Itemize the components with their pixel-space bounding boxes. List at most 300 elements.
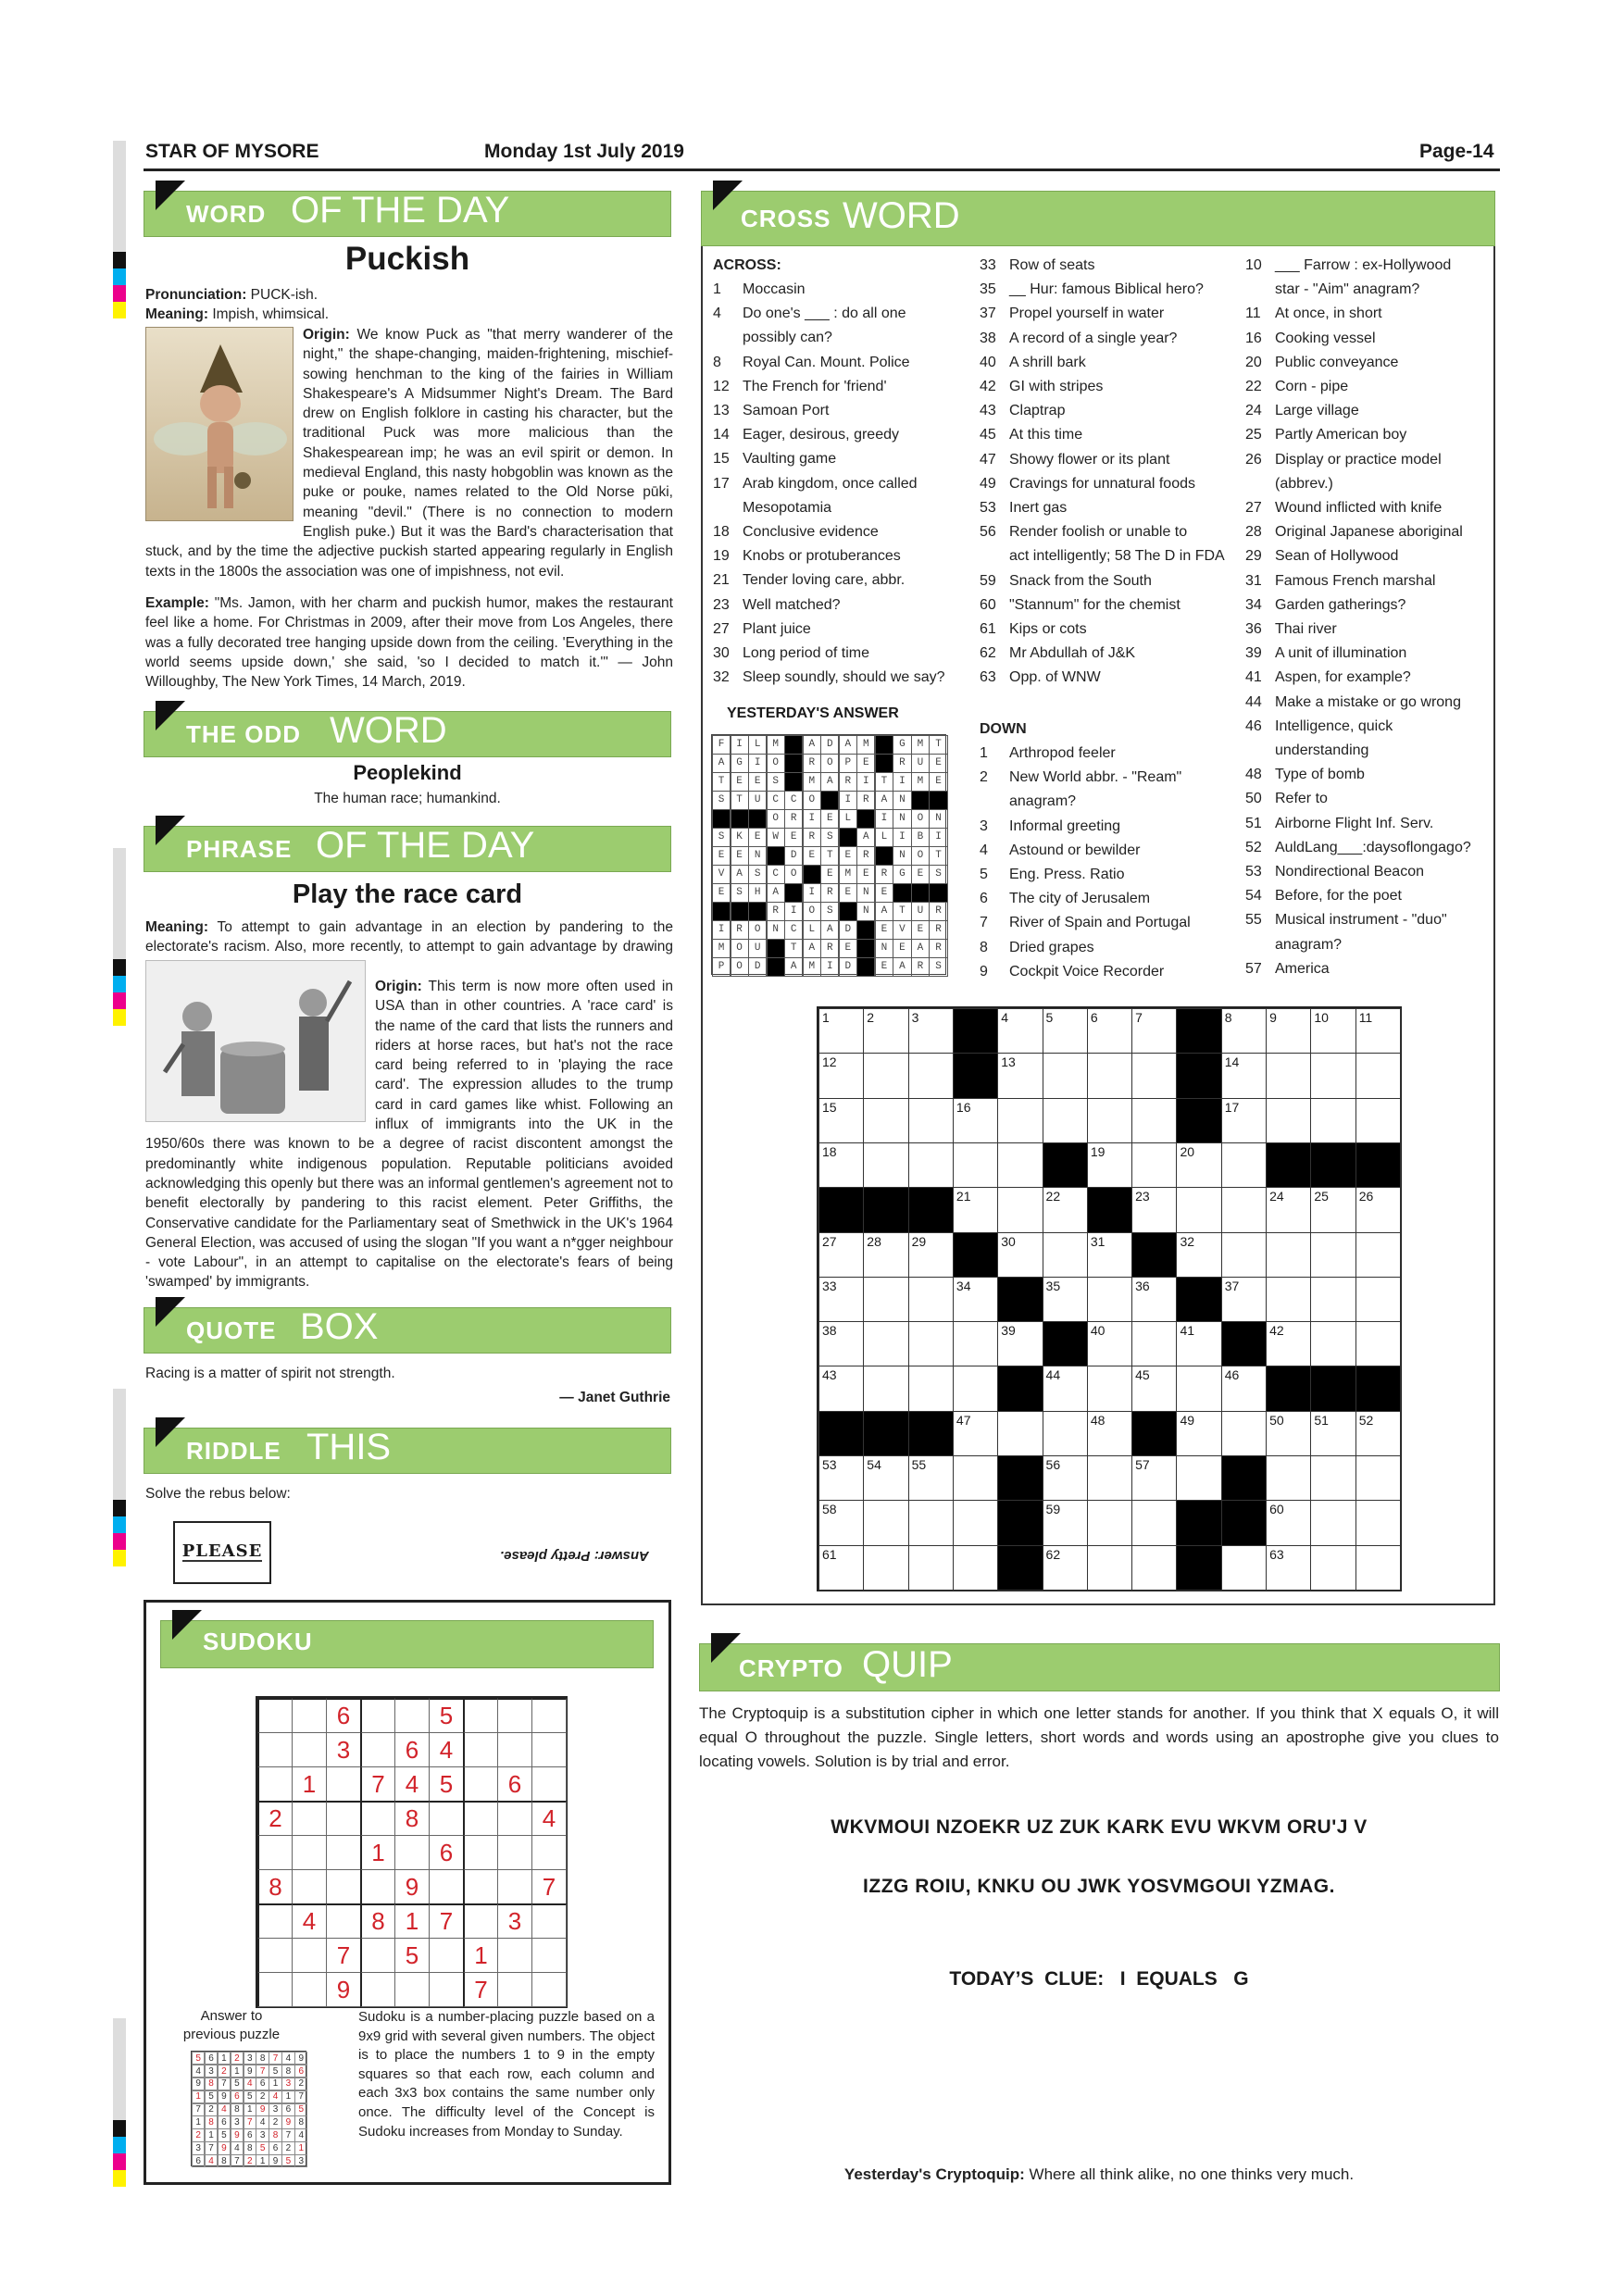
crossword-cell[interactable]	[1131, 1321, 1177, 1366]
sudoku-cell[interactable]	[463, 1869, 498, 1904]
answer-cell: K	[731, 828, 749, 847]
cryptoquip-yesterday: Yesterday's Cryptoquip: Where all think alike, no one thinks very much.	[843, 2165, 1355, 2183]
crossword-cell[interactable]	[1355, 1545, 1401, 1591]
crossword-cell[interactable]	[908, 1366, 954, 1411]
sudoku-cell[interactable]	[463, 1801, 498, 1836]
crossword-cell[interactable]	[1266, 1500, 1311, 1545]
clue-text: __ Hur: famous Biblical hero?	[1009, 281, 1204, 298]
sudoku-cell[interactable]	[497, 1835, 532, 1870]
crossword-cell[interactable]	[1310, 1098, 1355, 1143]
crossword-cell[interactable]	[908, 1008, 954, 1054]
crossword-cell[interactable]	[1087, 1142, 1132, 1188]
sudoku-cell[interactable]	[360, 1732, 395, 1767]
clue-line	[713, 496, 981, 520]
previous-answer-cell: 9	[281, 2115, 294, 2128]
sudoku-cell: 5	[429, 1766, 464, 1802]
previous-answer-cell: 9	[269, 2154, 281, 2167]
crossword-cell[interactable]	[1043, 1053, 1088, 1098]
crossword-cell[interactable]	[1131, 1500, 1177, 1545]
crossword-cell[interactable]	[1087, 1277, 1132, 1322]
crossword-cell[interactable]	[863, 1008, 908, 1054]
crossword-cell[interactable]	[1266, 1321, 1311, 1366]
crossword-cell[interactable]	[1131, 1053, 1177, 1098]
crossword-cell[interactable]	[818, 1142, 864, 1188]
crossword-cell[interactable]	[1221, 1366, 1267, 1411]
answer-cell: A	[839, 735, 857, 755]
black-square	[1131, 1411, 1177, 1456]
answer-cell: E	[911, 920, 930, 940]
sudoku-cell[interactable]	[429, 1972, 464, 2007]
crossword-cell[interactable]	[908, 1277, 954, 1322]
crossword-cell[interactable]	[1043, 1455, 1088, 1501]
crossword-cell[interactable]	[908, 1455, 954, 1501]
sudoku-cell[interactable]	[257, 1766, 293, 1802]
crossword-cell[interactable]	[863, 1321, 908, 1366]
clue-text: Original Japanese aboriginal	[1275, 524, 1463, 541]
crossword-cell[interactable]	[1176, 1142, 1221, 1188]
crossword-cell[interactable]	[1221, 1411, 1267, 1456]
crossword-cell[interactable]	[953, 1366, 998, 1411]
corner-marker-icon	[156, 701, 185, 730]
answer-cell: R	[856, 791, 875, 810]
crossword-cell[interactable]	[1310, 1277, 1355, 1322]
sudoku-cell[interactable]	[531, 1732, 567, 1767]
answer-cell: T	[731, 791, 749, 810]
sudoku-cell[interactable]	[463, 1835, 498, 1870]
crossword-cell[interactable]	[1043, 1545, 1088, 1591]
sudoku-cell[interactable]	[497, 1801, 532, 1836]
sudoku-cell[interactable]	[360, 1698, 395, 1733]
band-label-big: WORD	[330, 710, 447, 751]
crossword-cell[interactable]	[1266, 1187, 1311, 1232]
crossword-cell[interactable]	[997, 1321, 1043, 1366]
crossword-cell[interactable]	[863, 1142, 908, 1188]
answer-cell: U	[748, 791, 767, 810]
sudoku-cell[interactable]	[257, 1903, 293, 1939]
sudoku-cell[interactable]	[326, 1766, 361, 1802]
previous-answer-cell: 3	[192, 2141, 205, 2154]
crossword-cell[interactable]	[1043, 1098, 1088, 1143]
crossword-cell[interactable]	[953, 1455, 998, 1501]
sudoku-cell[interactable]	[292, 1835, 327, 1870]
sudoku-cell[interactable]	[292, 1869, 327, 1904]
phrase-origin: Origin: This term is now more often used in USA than in other countries. A 'race card' is the name of the card that lists the runners and riders at horse races, but hat's not the race card being referred to in 'playing the race card'. The expression alludes to the trump card in card games like whist. Following an influx of immigrants into the UK in the 1950/60s there was known to be a degree of racist discontent amongst the predominantly white indigenous population. Reputable politicians avoided acknowledging this openly but there was an informal gentlemen's agreement not to benefit electorally by pandering to this racist element. Peter Griffiths, the Conservative candidate for the Parliamentary seat of Smethwick in the UK's 1964 General Election, was accused of using the slogan "If you want a n*gger neighbour - vote Labour", in an attempt to capitalise on the electorate's fears of being 'swamped' by immigrants.	[145, 977, 673, 1292]
sudoku-cell[interactable]	[531, 1938, 567, 1973]
clue-line	[1245, 836, 1491, 860]
sudoku-cell[interactable]	[292, 1972, 327, 2007]
previous-answer-cell: 7	[294, 2090, 307, 2103]
crossword-cell[interactable]	[1221, 1142, 1267, 1188]
answer-cell: N	[856, 902, 875, 921]
sudoku-cell: 4	[292, 1903, 327, 1939]
cell-number: 23	[1135, 1189, 1150, 1204]
crossword-cell[interactable]	[1221, 1277, 1267, 1322]
sudoku-cell[interactable]	[257, 1698, 293, 1733]
sudoku-cell[interactable]	[497, 1732, 532, 1767]
sudoku-cell[interactable]	[292, 1732, 327, 1767]
crossword-cell[interactable]	[1310, 1053, 1355, 1098]
crossword-cell[interactable]	[1310, 1455, 1355, 1501]
crossword-cell[interactable]	[863, 1545, 908, 1591]
answer-cell: S	[820, 902, 839, 921]
previous-answer-cell: 6	[231, 2090, 244, 2103]
crossword-cell[interactable]	[1266, 1098, 1311, 1143]
sudoku-cell[interactable]	[394, 1835, 430, 1870]
answer-cell: A	[784, 957, 803, 977]
sudoku-cell[interactable]	[429, 1801, 464, 1836]
answer-cell: D	[820, 735, 839, 755]
clue-line	[1245, 666, 1491, 690]
crossword-cell[interactable]	[1355, 1277, 1401, 1322]
crossword-cell[interactable]	[863, 1098, 908, 1143]
crossword-cell[interactable]	[1355, 1232, 1401, 1278]
sudoku-cell[interactable]	[292, 1698, 327, 1733]
black-square	[1266, 1366, 1311, 1411]
crossword-cell[interactable]	[863, 1500, 908, 1545]
answer-cell: I	[875, 809, 893, 829]
crossword-cell[interactable]	[818, 1455, 864, 1501]
crossword-cell[interactable]	[818, 1366, 864, 1411]
crossword-cell[interactable]	[1176, 1411, 1221, 1456]
sudoku-cell[interactable]	[463, 1698, 498, 1733]
answer-cell: S	[929, 957, 947, 977]
cell-number: 34	[956, 1278, 971, 1293]
odd-word-meaning: The human race; humankind.	[314, 791, 501, 806]
crossword-cell[interactable]	[1221, 1232, 1267, 1278]
crossword-cell[interactable]	[1266, 1008, 1311, 1054]
clue-number: 1	[980, 745, 988, 761]
crossword-cell[interactable]	[818, 1232, 864, 1278]
clue-text: Airborne Flight Inf. Serv.	[1275, 815, 1434, 831]
crossword-cell[interactable]	[1087, 1455, 1132, 1501]
sudoku-cell[interactable]	[257, 1732, 293, 1767]
sudoku-cell[interactable]	[531, 1766, 567, 1802]
clue-number: 46	[1245, 718, 1262, 734]
crossword-cell[interactable]	[1266, 1545, 1311, 1591]
answer-cell: O	[803, 902, 821, 921]
sudoku-cell[interactable]	[360, 1972, 395, 2007]
clue-text: Before, for the poet	[1275, 888, 1402, 905]
answer-cell: O	[748, 920, 767, 940]
clue-text: Wound inflicted with knife	[1275, 500, 1443, 517]
crossword-cell[interactable]	[1310, 1232, 1355, 1278]
crossword-cell[interactable]	[908, 1321, 954, 1366]
crossword-cell[interactable]	[818, 1008, 864, 1054]
sudoku-cell[interactable]	[394, 1972, 430, 2007]
crossword-cell[interactable]	[1131, 1545, 1177, 1591]
crossword-cell[interactable]	[863, 1232, 908, 1278]
registration-strip-bottom	[113, 2018, 126, 2120]
crossword-cell[interactable]	[908, 1545, 954, 1591]
clue-text: Arthropod feeler	[1009, 745, 1116, 761]
crossword-cell[interactable]	[818, 1098, 864, 1143]
clue-number: 54	[1245, 888, 1262, 905]
answer-cell: E	[893, 939, 911, 958]
previous-answer-cell: 3	[269, 2103, 281, 2116]
sudoku-cell[interactable]	[360, 1801, 395, 1836]
answer-cell: N	[893, 791, 911, 810]
crossword-cell[interactable]	[863, 1277, 908, 1322]
sudoku-cell[interactable]	[292, 1938, 327, 1973]
crossword-cell[interactable]	[1087, 1500, 1132, 1545]
crossword-cell[interactable]	[1131, 1008, 1177, 1054]
sudoku-cell[interactable]	[463, 1766, 498, 1802]
sudoku-grid[interactable]	[256, 1696, 568, 2008]
crossword-cell[interactable]	[1087, 1098, 1132, 1143]
crossword-cell[interactable]	[908, 1500, 954, 1545]
cell-number: 54	[867, 1457, 881, 1473]
crossword-cell[interactable]	[953, 1277, 998, 1322]
sudoku-cell[interactable]	[497, 1938, 532, 1973]
answer-cell: T	[929, 735, 947, 755]
crossword-cell[interactable]	[997, 1232, 1043, 1278]
clue-line	[1245, 933, 1491, 957]
crossword-cell[interactable]	[953, 1411, 998, 1456]
crossword-cell[interactable]	[908, 1232, 954, 1278]
crossword-cell[interactable]	[1310, 1545, 1355, 1591]
clue-number: 50	[1245, 791, 1262, 807]
sudoku-cell[interactable]	[257, 1938, 293, 1973]
sudoku-cell[interactable]	[497, 1972, 532, 2007]
crossword-cell[interactable]	[1087, 1411, 1132, 1456]
corner-marker-icon	[172, 1610, 202, 1640]
crossword-cell[interactable]	[1087, 1232, 1132, 1278]
sudoku-cell[interactable]	[326, 1869, 361, 1904]
answer-cell: W	[767, 828, 785, 847]
crossword-cell[interactable]	[1176, 1455, 1221, 1501]
crossword-cell[interactable]	[1043, 1277, 1088, 1322]
sudoku-cell[interactable]	[531, 1835, 567, 1870]
crossword-cell[interactable]	[1131, 1277, 1177, 1322]
previous-answer-cell: 2	[244, 2154, 256, 2167]
previous-answer-cell: 6	[294, 2065, 307, 2078]
crossword-cell[interactable]	[1176, 1366, 1221, 1411]
black-square	[839, 902, 857, 921]
answer-cell: O	[767, 754, 785, 773]
clue-text: Plant juice	[743, 620, 811, 637]
crossword-cell[interactable]	[863, 1455, 908, 1501]
crossword-cell[interactable]	[1310, 1008, 1355, 1054]
crossword-cell[interactable]	[1131, 1455, 1177, 1501]
crossword-cell[interactable]	[1043, 1187, 1088, 1232]
crossword-cell[interactable]	[1087, 1053, 1132, 1098]
black-square	[803, 865, 821, 884]
sudoku-cell[interactable]	[394, 1698, 430, 1733]
sudoku-cell[interactable]	[497, 1698, 532, 1733]
previous-answer-cell: 4	[218, 2103, 231, 2116]
sudoku-cell[interactable]	[497, 1869, 532, 1904]
crossword-cell[interactable]	[953, 1500, 998, 1545]
sudoku-cell[interactable]	[531, 1903, 567, 1939]
sudoku-cell[interactable]	[360, 1938, 395, 1973]
crossword-cell[interactable]	[997, 1098, 1043, 1143]
crossword-cell[interactable]	[997, 1053, 1043, 1098]
clue-text: act intelligently; 58 The D in FDA	[1009, 548, 1225, 565]
crossword-cell[interactable]	[997, 1411, 1043, 1456]
previous-answer-cell: 9	[218, 2141, 231, 2154]
clue-line	[980, 302, 1243, 326]
crossword-cell[interactable]	[953, 1098, 998, 1143]
crossword-cell[interactable]	[818, 1053, 864, 1098]
answer-cell: O	[784, 865, 803, 884]
sudoku-cell[interactable]	[429, 1938, 464, 1973]
crossword-cell[interactable]	[1131, 1187, 1177, 1232]
sudoku-cell[interactable]	[360, 1869, 395, 1904]
previous-answer-cell: 3	[294, 2154, 307, 2167]
clue-line	[980, 278, 1243, 302]
crossword-cell[interactable]	[1176, 1321, 1221, 1366]
clue-number: 42	[980, 379, 996, 395]
crossword-cell[interactable]	[1131, 1098, 1177, 1143]
answer-cell: O	[820, 754, 839, 773]
crossword-cell[interactable]	[1043, 1500, 1088, 1545]
sudoku-description: Sudoku is a number-placing puzzle based on a 9x9 grid with several given numbers. The object is to place the numbers 1 to 9 in the empty squares so that each row, each column and each 3x3 box contains the same number only once. The difficulty level of the Concept is Sudoku increases from Monday to Sunday.	[358, 2009, 655, 2140]
sudoku-cell[interactable]	[463, 1732, 498, 1767]
crossword-cell[interactable]	[1087, 1321, 1132, 1366]
clue-line	[980, 254, 1243, 278]
crossword-cell[interactable]	[1266, 1277, 1311, 1322]
crossword-cell[interactable]	[953, 1142, 998, 1188]
sudoku-cell[interactable]	[326, 1903, 361, 1939]
clue-number: 36	[1245, 621, 1262, 638]
black-square	[856, 809, 875, 829]
sudoku-cell: 1	[360, 1835, 395, 1870]
clue-number: 9	[980, 963, 988, 980]
black-square	[997, 1500, 1043, 1545]
crossword-cell[interactable]	[997, 1187, 1043, 1232]
answer-cell: E	[911, 865, 930, 884]
sudoku-cell[interactable]	[326, 1801, 361, 1836]
clue-number: 27	[1245, 500, 1262, 517]
crossword-cell[interactable]	[1221, 1053, 1267, 1098]
black-square	[893, 883, 911, 903]
previous-answer-cell: 5	[294, 2103, 307, 2116]
crossword-cell[interactable]	[908, 1053, 954, 1098]
crossword-grid[interactable]	[817, 1006, 1402, 1591]
crossword-cell[interactable]	[818, 1277, 864, 1322]
crossword-cell[interactable]	[1221, 1187, 1267, 1232]
crossword-cell[interactable]	[1176, 1187, 1221, 1232]
black-square	[911, 791, 930, 810]
crossword-cell[interactable]	[1221, 1545, 1267, 1591]
previous-answer-cell: 8	[218, 2154, 231, 2167]
crossword-cell[interactable]	[1355, 1500, 1401, 1545]
crossword-cell[interactable]	[818, 1545, 864, 1591]
previous-answer-cell: 8	[269, 2128, 281, 2141]
answer-cell: E	[929, 754, 947, 773]
crossword-cell[interactable]	[1310, 1500, 1355, 1545]
sudoku-cell[interactable]	[326, 1835, 361, 1870]
crossword-cell[interactable]	[997, 1008, 1043, 1054]
crossword-cell[interactable]	[1355, 1321, 1401, 1366]
crossword-cell[interactable]	[908, 1098, 954, 1143]
sudoku-cell[interactable]	[531, 1698, 567, 1733]
previous-answer-cell: 5	[218, 2128, 231, 2141]
corner-marker-icon	[156, 1417, 185, 1447]
phrase-meaning: Meaning: To attempt to gain advantage in an election by pandering to the electorate's racism. Also, more recently, to attempt to gain advantage by drawing	[145, 919, 673, 955]
crossword-cell[interactable]	[953, 1321, 998, 1366]
crossword-cell[interactable]	[1221, 1098, 1267, 1143]
crossword-cell[interactable]	[1087, 1008, 1132, 1054]
cryptoquip-clue: TODAY’S CLUE: I EQUALS G	[949, 1968, 1249, 1990]
crossword-cell[interactable]	[908, 1142, 954, 1188]
crossword-cell[interactable]	[1131, 1366, 1177, 1411]
crossword-cell[interactable]	[1176, 1232, 1221, 1278]
black-square	[908, 1187, 954, 1232]
cell-number: 63	[1269, 1546, 1284, 1562]
sudoku-cell[interactable]	[257, 1972, 293, 2007]
crossword-cell[interactable]	[1131, 1142, 1177, 1188]
clue-number: 52	[1245, 839, 1262, 855]
clue-number: 56	[980, 524, 996, 541]
crossword-cell[interactable]	[1310, 1321, 1355, 1366]
clue-line	[980, 351, 1243, 375]
crossword-cell[interactable]	[1355, 1187, 1401, 1232]
sudoku-cell[interactable]	[292, 1801, 327, 1836]
crossword-cell[interactable]	[1355, 1098, 1401, 1143]
crossword-cell[interactable]	[1310, 1411, 1355, 1456]
crossword-cell[interactable]	[1355, 1053, 1401, 1098]
band-label-small: SUDOKU	[203, 1628, 313, 1655]
sudoku-cell[interactable]	[429, 1869, 464, 1904]
clue-text: Mr Abdullah of J&K	[1009, 645, 1136, 662]
previous-answer-cell: 7	[218, 2078, 231, 2090]
crossword-cell[interactable]	[1266, 1411, 1311, 1456]
cell-number: 56	[1045, 1457, 1061, 1473]
crossword-cell[interactable]	[818, 1500, 864, 1545]
crossword-cell[interactable]	[997, 1142, 1043, 1188]
crossword-cell[interactable]	[953, 1545, 998, 1591]
crossword-cell[interactable]	[1221, 1008, 1267, 1054]
clue-text: Showy flower or its plant	[1009, 451, 1170, 468]
answer-cell: P	[839, 754, 857, 773]
crossword-cell[interactable]	[1266, 1232, 1311, 1278]
sudoku-cell[interactable]	[531, 1972, 567, 2007]
crossword-cell[interactable]	[1310, 1187, 1355, 1232]
clue-text: Thai river	[1275, 621, 1337, 638]
crossword-cell[interactable]	[1087, 1545, 1132, 1591]
crossword-cell[interactable]	[863, 1053, 908, 1098]
crossword-cell[interactable]	[1355, 1008, 1401, 1054]
crossword-cell[interactable]	[863, 1366, 908, 1411]
black-square	[911, 883, 930, 903]
crossword-cell[interactable]	[1043, 1232, 1088, 1278]
clue-number: 35	[980, 281, 996, 298]
clue-line	[980, 936, 1243, 960]
answer-cell: R	[856, 846, 875, 866]
crossword-cell[interactable]	[1087, 1366, 1132, 1411]
crossword-cell[interactable]	[1355, 1411, 1401, 1456]
yesterday-answer-label: YESTERDAY'S ANSWER	[727, 705, 899, 721]
crossword-cell[interactable]	[1266, 1053, 1311, 1098]
crossword-cell[interactable]	[1355, 1455, 1401, 1501]
crossword-cell[interactable]	[1043, 1366, 1088, 1411]
answer-cell: T	[784, 939, 803, 958]
crossword-cell[interactable]	[1266, 1455, 1311, 1501]
crossword-cell[interactable]	[953, 1187, 998, 1232]
crossword-cell[interactable]	[1043, 1008, 1088, 1054]
crossword-cell[interactable]	[1043, 1411, 1088, 1456]
clue-number: 28	[1245, 524, 1262, 541]
clue-text: Mesopotamia	[743, 499, 832, 516]
sudoku-cell[interactable]	[463, 1903, 498, 1939]
clue-number: 39	[1245, 645, 1262, 662]
sudoku-cell[interactable]	[257, 1835, 293, 1870]
black-square	[875, 735, 893, 755]
clue-line	[1245, 375, 1491, 399]
crossword-cell[interactable]	[818, 1321, 864, 1366]
paper-name: STAR OF MYSORE	[145, 141, 319, 162]
